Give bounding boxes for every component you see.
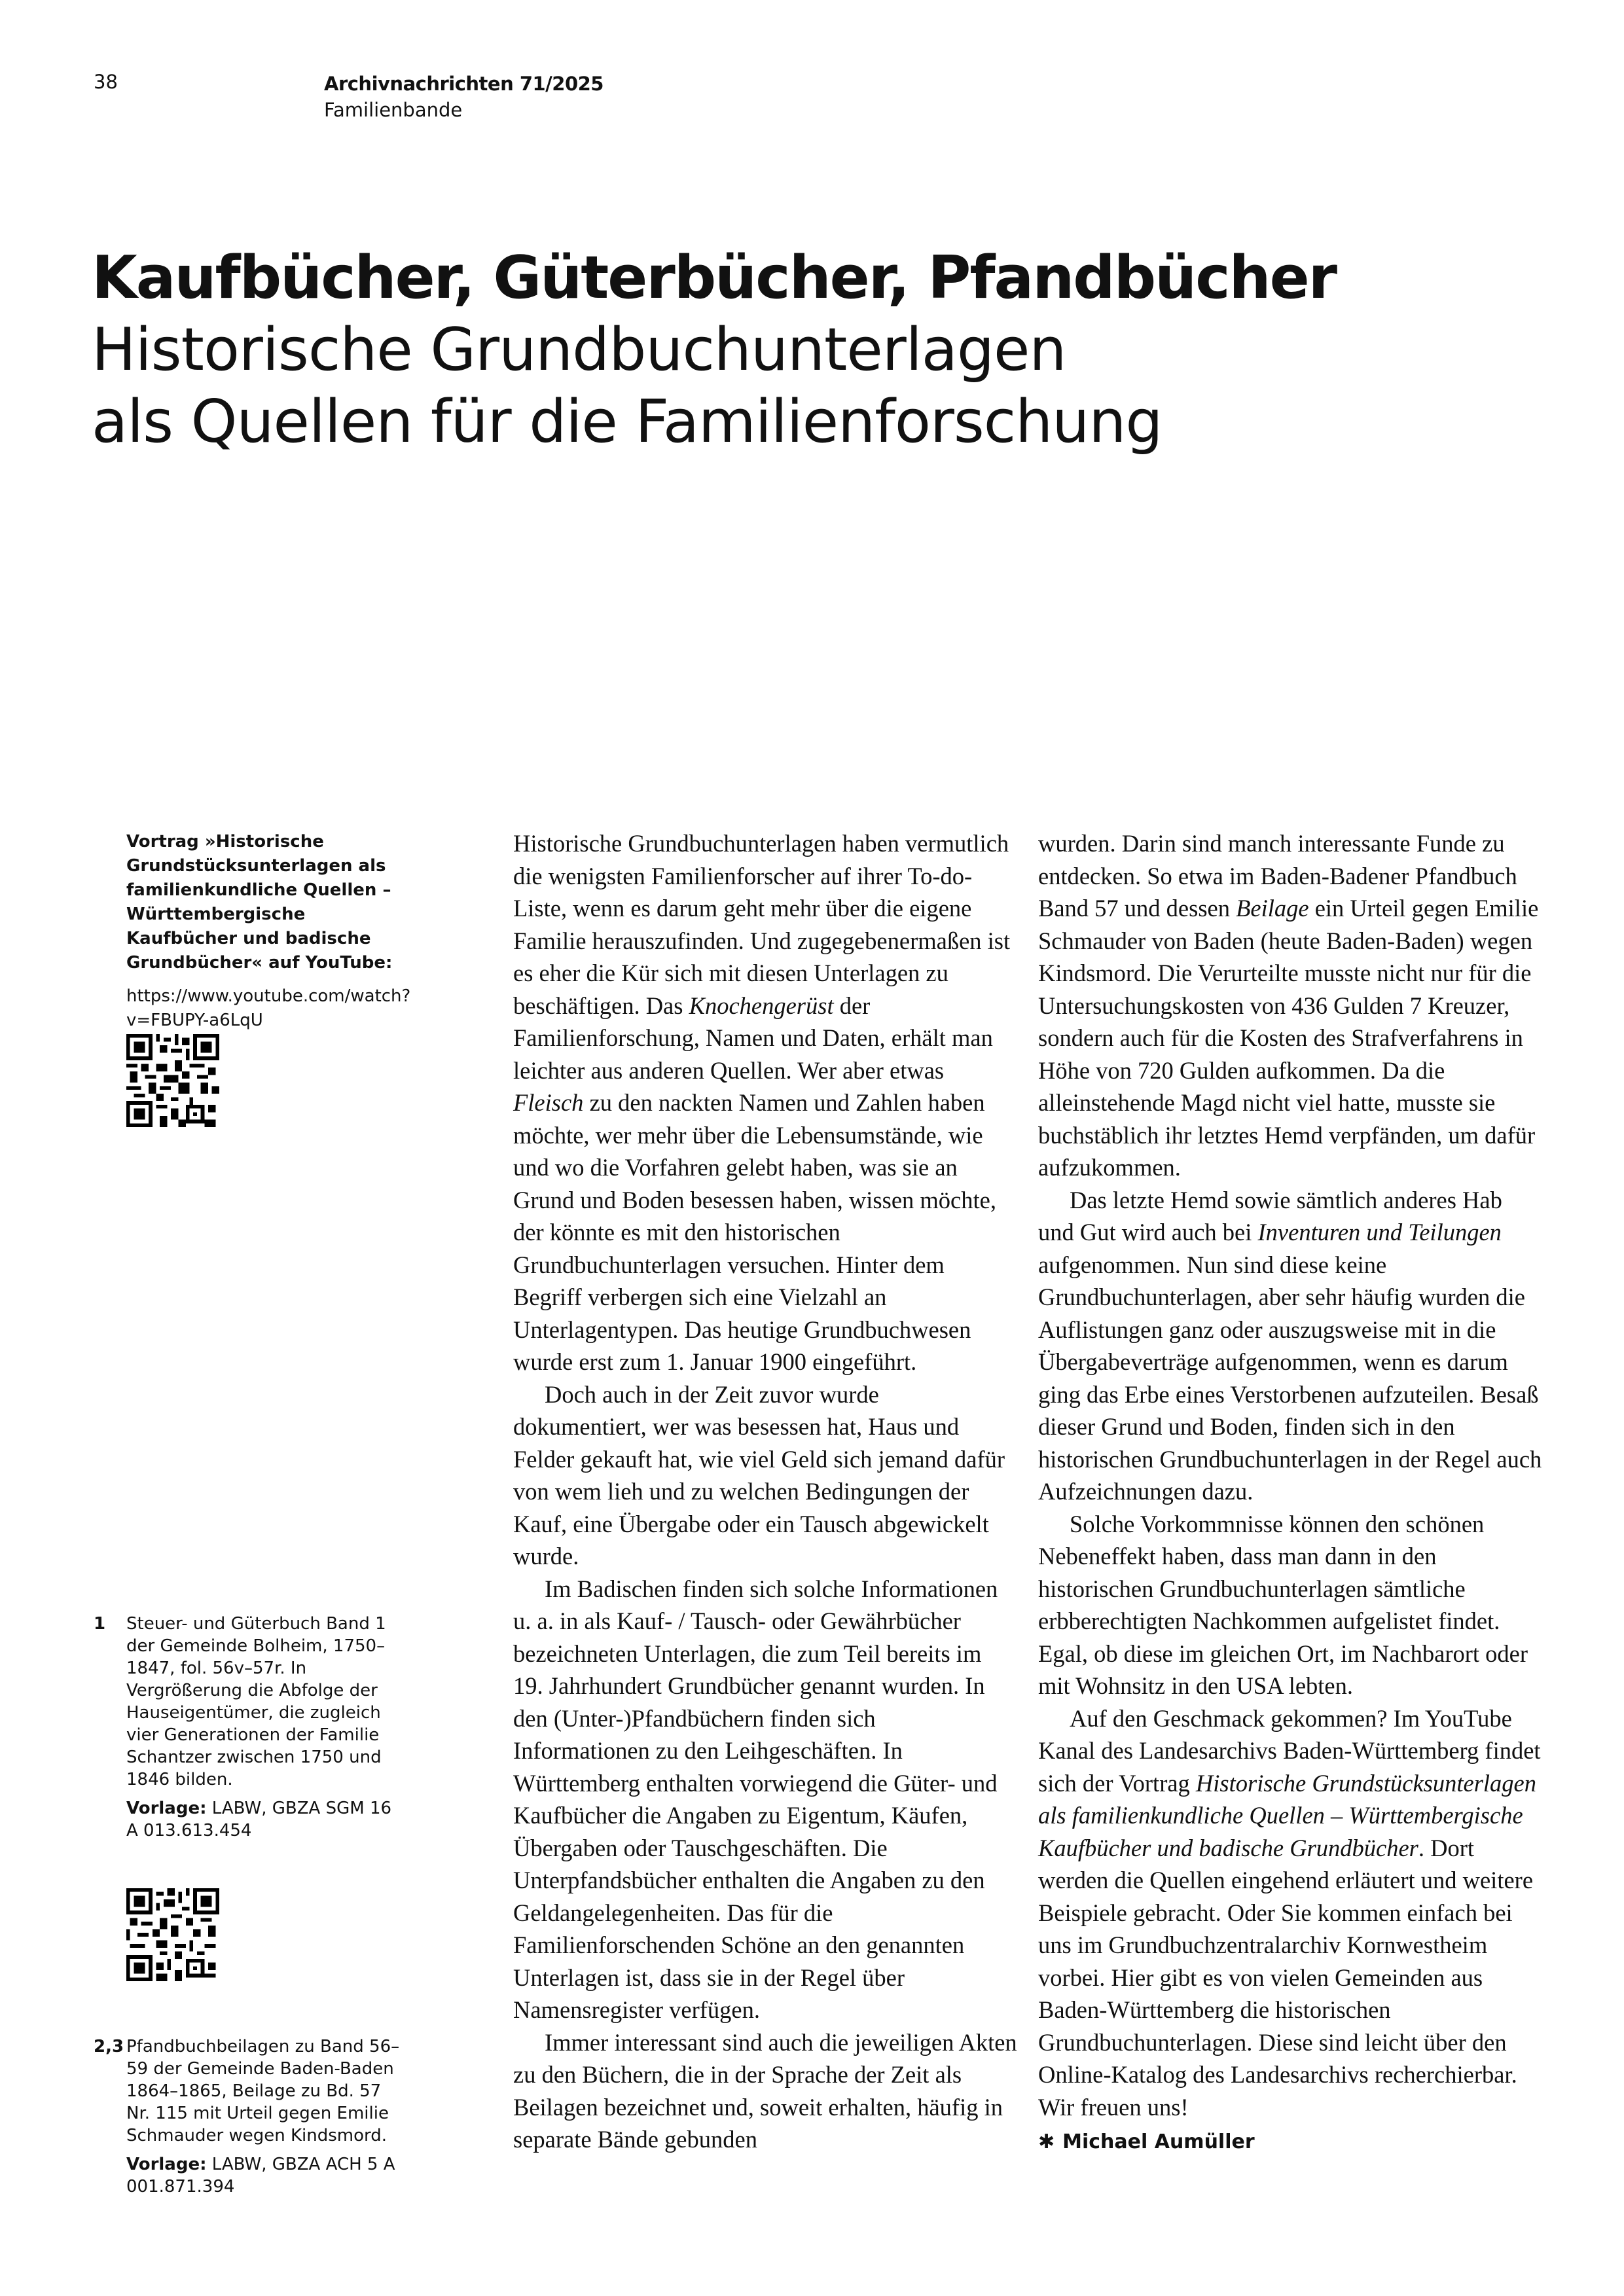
- author-byline: [1038, 2126, 1542, 2159]
- caption-source-label: Vorlage:: [126, 1799, 207, 1818]
- qr-code-figure-1: [126, 1888, 219, 1981]
- page-number: 38: [94, 71, 118, 93]
- emphasis: Historische Grundstücksunterlagen als familienkundliche Quellen – Württembergische Kaufbücher und badische Grundbücher: [1038, 1769, 1536, 1861]
- section-name: Familienbande: [324, 99, 463, 121]
- title-main: Kaufbücher, Güterbücher, Pfandbücher: [92, 243, 1337, 312]
- caption-text: Steuer- und Güterbuch Band 1 der Gemeinde Bolheim, 1750–1847, fol. 56v–57r. In Vergrößerung die Abfolge der Hauseigentümer, die zugleich vier Generationen der Familie Schantzer zwischen 1750 und 1846 bilden.: [126, 1614, 386, 1789]
- title-subtitle-line-2: als Quellen für die Familienforschung: [92, 387, 1163, 456]
- title-subtitle-line-1: Historische Grundbuchunterlagen: [92, 315, 1066, 384]
- paragraph: Im Badischen finden sich solche Informationen u. a. in als Kauf- / Tausch- oder Gewährbücher bezeichneten Unterlagen, die zum Teil bereits im 19. Jahrhundert Grundbücher genannt wurden. In den (Unter-)Pfandbüchern finden sich Informationen zu den Leihgeschäften. In Württemberg enthalten vorwiegend die Güter- und Kaufbücher die Angaben zu Eigentum, Käufen, Übergaben oder Tauschgeschäften. Die Unterpfandsbücher enthalten die Angaben zu den Geldangelegenheiten. Das für die Familienforschenden Schöne an den genannten Unterlagen ist, dass sie in der Regel über Namensregister verfügen.: [513, 1575, 998, 2023]
- article-title: [92, 242, 1466, 458]
- video-link[interactable]: https://www.youtube.com/watch?v=FBUPY-a6LqU: [126, 986, 411, 1030]
- caption-number: 2,3: [94, 2037, 124, 2056]
- text-run: Historische Grundbuchunterlagen haben vermutlich die wenigsten Familienforscher auf ihrer To-do-Liste, wenn es darum geht mehr über die eigene Familie herauszufinden. Und zugegebenermaßen ist es eher die Kür sich mit diesen Unterlagen zu beschäftigen. Das: [513, 830, 1011, 1019]
- paragraph: [1038, 1702, 1542, 2124]
- body-column-2: [1038, 827, 1542, 2159]
- paragraph: Doch auch in der Zeit zuvor wurde dokumentiert, wer was besessen hat, Haus und Felder gekauft hat, wie viel Geld sich jemand dafür von wem lieh und zu welchen Bedingungen der Kauf, eine Übergabe oder ein Tausch abgewickelt wurde.: [513, 1380, 1005, 1570]
- asterisk-icon: ✱: [1038, 2130, 1055, 2153]
- video-note: [126, 830, 411, 1033]
- qr-code-icon[interactable]: [126, 1888, 219, 1981]
- emphasis: Knochengerüst: [689, 992, 834, 1019]
- qr-code-video: [126, 1034, 219, 1127]
- author-name: Michael Aumüller: [1062, 2130, 1255, 2153]
- emphasis: Inventuren und Teilungen: [1257, 1219, 1502, 1246]
- paragraph: [513, 827, 1017, 1378]
- emphasis: Fleisch: [513, 1089, 584, 1116]
- text-run: wurden. Darin sind manch interessante Funde zu entdecken. So etwa im Baden-Badener Pfandbuch Band 57 und dessen: [1038, 830, 1517, 922]
- caption-source: [126, 2153, 408, 2198]
- figure-caption-2-3: [94, 2036, 408, 2198]
- publication-title: Archivnachrichten 71/2025: [324, 73, 604, 95]
- caption-source: [126, 1797, 408, 1842]
- text-run: Auf den Geschmack gekommen? Im YouTube Kanal des Landesarchivs Baden-Württemberg findet sich der Vortrag: [1038, 1704, 1541, 1797]
- body-column-1: [513, 827, 1017, 2156]
- text-run: zu den nackten Namen und Zahlen haben möchte, wer mehr über die Lebensumstände, wie und wo die Vorfahren gelebt haben, was sie an Grund und Boden besessen haben, wissen möchte, der könnte es mit den historischen Grundbuchunterlagen versuchen. Hinter dem Begriff verbergen sich eine Vielzahl an Unterlagentypen. Das heutige Grundbuchwesen wurde erst zum 1. Januar 1900 eingeführt.: [513, 1089, 996, 1375]
- text-run: aufgenommen. Nun sind diese keine Grundbuchunterlagen, aber sehr häufig wurden die Auflistungen ganz oder auszugsweise mit in die Übergabeverträge aufgenommen, wenn es darum ging das Erbe eines Verstorbenen aufzuteilen. Besaß dieser Grund und Boden, finden sich in den historischen Grundbuchunterlagen in der Regel auch Aufzeichnungen dazu.: [1038, 1251, 1542, 1505]
- emphasis: Beilage: [1236, 895, 1309, 922]
- caption-text: Pfandbuchbeilagen zu Band 56–59 der Gemeinde Baden-Baden 1864–1865, Beilage zu Bd. 57 Nr. 115 mit Urteil gegen Emilie Schmauder wegen Kindsmord.: [126, 2037, 400, 2145]
- text-run: der Familienforschung, Namen und Daten, erhält man leichter aus anderen Quellen. Wer aber etwas: [513, 992, 993, 1084]
- figure-caption-1: [94, 1613, 408, 1842]
- paragraph: Solche Vorkommnisse können den schönen Nebeneffekt haben, dass man dann in den historischen Grundbuchunterlagen sämtliche erbberechtigten Nachkommen aufgelistet findet. Egal, ob diese im gleichen Ort, im Nachbarort oder mit Wohnsitz in den USA lebten.: [1038, 1510, 1528, 1699]
- caption-source-value: LABW, GBZA SGM 16 A 013.613.454: [126, 1799, 392, 1840]
- text-run: . Dort werden die Quellen eingehend erläutert und weitere Beispiele gebracht. Oder Sie kommen einfach bei uns im Grundbuchzentralarchiv Kornwestheim vorbei. Hier gibt es von vielen Gemeinden aus Baden-Württemberg die historischen Grundbuchunterlagen. Diese sind leicht über den Online-Katalog des Landesarchivs recherchierbar. Wir freuen uns!: [1038, 1834, 1534, 2121]
- paragraph: Immer interessant sind auch die jeweiligen Akten zu den Büchern, die in der Sprache der Zeit als Beilagen bezeichnet und, soweit erhalten, häufig in separate Bände gebunden: [513, 2028, 1017, 2153]
- video-note-heading: Vortrag »Historische Grundstücksunterlagen als familienkundliche Quellen – Württembergische Kaufbücher und badische Grundbücher« auf YouTube:: [126, 832, 393, 973]
- caption-source-value: LABW, GBZA ACH 5 A 001.871.394: [126, 2155, 395, 2197]
- caption-number: 1: [94, 1614, 106, 1634]
- paragraph: [1038, 1184, 1542, 1508]
- running-head: [324, 71, 604, 123]
- text-run: ein Urteil gegen Emilie Schmauder von Baden (heute Baden-Baden) wegen Kindsmord. Die Verurteilte musste nicht nur für die Untersuchungskosten von 436 Gulden 7 Kreuzer, sondern auch für die Kosten des Strafverfahrens in Höhe von 720 Gulden aufkommen. Da die alleinstehende Magd nicht viel hatte, musste sie buchstäblich ihr letztes Hemd verpfänden, um dafür aufzukommen.: [1038, 895, 1539, 1181]
- caption-source-label: Vorlage:: [126, 2155, 207, 2174]
- qr-code-icon[interactable]: [126, 1034, 219, 1127]
- text-run: Das letzte Hemd sowie sämtlich anderes Hab und Gut wird auch bei: [1038, 1186, 1502, 1246]
- paragraph: [1038, 827, 1542, 1184]
